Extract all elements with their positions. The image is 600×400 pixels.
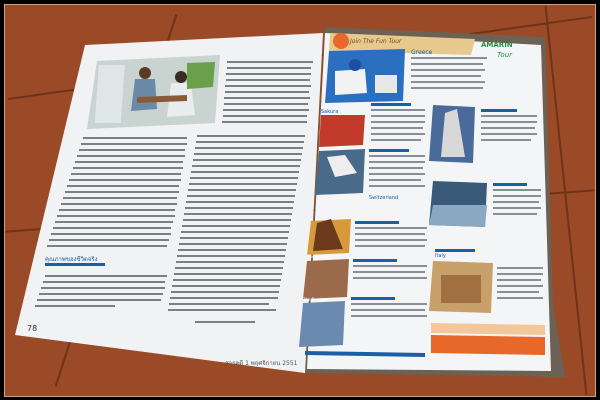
page-footer: สารคดี 1 พฤศจิกายน 2551: [225, 360, 298, 367]
magazine-spread: [5, 5, 595, 396]
greece-photo-building: [375, 75, 397, 93]
destination-title: The Russian: [307, 254, 332, 259]
destination-title: Sakura: [321, 109, 339, 115]
price-banner: [431, 335, 545, 355]
destination-title: The Russian: [303, 297, 328, 302]
russian-photo-2: [299, 301, 345, 347]
left-photo-person-body: [131, 79, 157, 111]
left-photo-plant: [187, 62, 215, 89]
photo-frame: [4, 4, 596, 397]
brand-logo: AMARIN: [481, 41, 513, 49]
sakura-photo: [319, 115, 365, 147]
greece-photo-building: [335, 69, 367, 95]
brand-sub: Tour: [497, 51, 513, 59]
greece-photo-dome: [349, 59, 361, 71]
tagline: Join The Fun Tour: [350, 38, 402, 45]
left-photo-person-head: [139, 67, 151, 79]
russian-photo: [303, 259, 349, 299]
destination-title: Switzerland: [369, 195, 399, 201]
italy-photo-colosseum: [441, 275, 481, 303]
section-heading: คุณภาพของชีวิตจริง: [45, 256, 98, 263]
section-heading-marker: [45, 263, 105, 266]
page-number: 78: [27, 324, 38, 333]
header-badge: [333, 33, 349, 49]
destination-title: Italy: [435, 253, 446, 259]
left-photo-person-head: [175, 71, 187, 83]
price-banner-top: [431, 323, 545, 335]
lake-photo-water: [429, 205, 487, 227]
destination-title: Greece: [411, 49, 433, 56]
left-photo-window: [95, 65, 125, 123]
